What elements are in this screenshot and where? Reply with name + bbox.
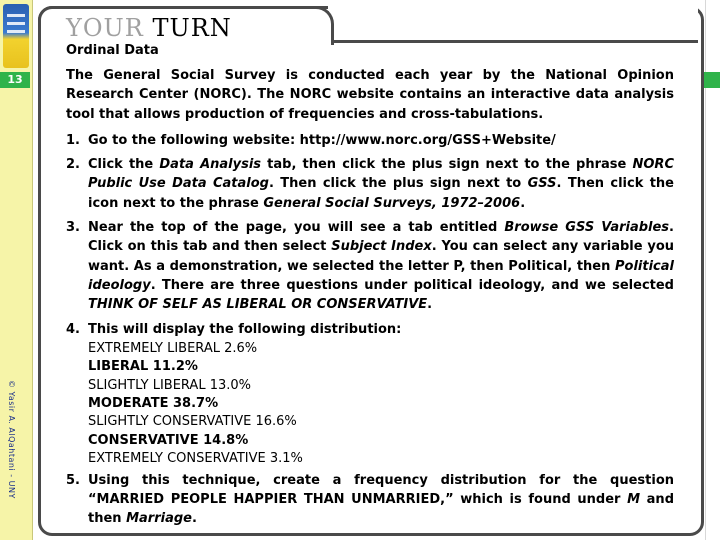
list-item: CONSERVATIVE 14.8% xyxy=(88,432,249,448)
list-item: MODERATE 38.7% xyxy=(88,396,219,412)
left-sidebar xyxy=(0,0,33,540)
title-turn: TURN xyxy=(152,14,232,42)
credit-text: © Yasir A. AlQahtani - UNY xyxy=(7,380,16,499)
section-subtitle: Ordinal Data xyxy=(66,43,159,58)
list-item: SLIGHTLY CONSERVATIVE 16.6% xyxy=(88,414,297,430)
credit-text-container xyxy=(4,380,18,520)
step-3: 3. Near the top of the page, you will see a tab entitled Browse GSS Variables. Click on this tab and then select Subject Index. You can select any variable you want. As a demonstration, we selected the letter P, then Political, then Political ideology. There are three questions under political ideology, and we selected THINK OF SELF AS LIBERAL OR CONSERVATIVE. xyxy=(66,220,675,313)
panel-title xyxy=(66,14,232,42)
step-2: 2. Click the Data Analysis tab, then click the plus sign next to the phrase NORC Public Use Data Catalog. Then click the plus sign next to GSS. Then click the icon next to the phrase General Social Surveys, 1972–2006. xyxy=(66,157,675,211)
step-5: 5. Using this technique, create a frequency distribution for the question “MARRIED PEOPLE HAPPIER THAN UNMARRIED,” which is found under M and then Marriage. xyxy=(66,472,674,527)
list-item: EXTREMELY CONSERVATIVE 3.1% xyxy=(88,451,303,467)
panel-header-shade xyxy=(328,6,698,43)
university-logo-icon xyxy=(3,4,29,68)
step-1: 1. Go to the following website: http://www.norc.org/GSS+Website/ xyxy=(66,132,556,148)
title-your: YOUR xyxy=(66,14,144,42)
intro-paragraph: The General Social Survey is conducted each year by the National Opinion Research Center (NORC). The NORC website contains an interactive data analysis tool that allows production of frequencies and cross-tabulations. xyxy=(66,68,674,122)
list-item: SLIGHTLY LIBERAL 13.0% xyxy=(88,377,251,393)
exercise-content xyxy=(66,66,674,534)
right-marker xyxy=(702,72,720,88)
slide-number: 13 xyxy=(0,72,30,88)
list-item: LIBERAL 11.2% xyxy=(88,359,198,375)
list-item: EXTREMELY LIBERAL 2.6% xyxy=(88,340,258,356)
distribution-list xyxy=(88,340,674,469)
step-4: 4. This will display the following distribution: xyxy=(66,321,402,337)
